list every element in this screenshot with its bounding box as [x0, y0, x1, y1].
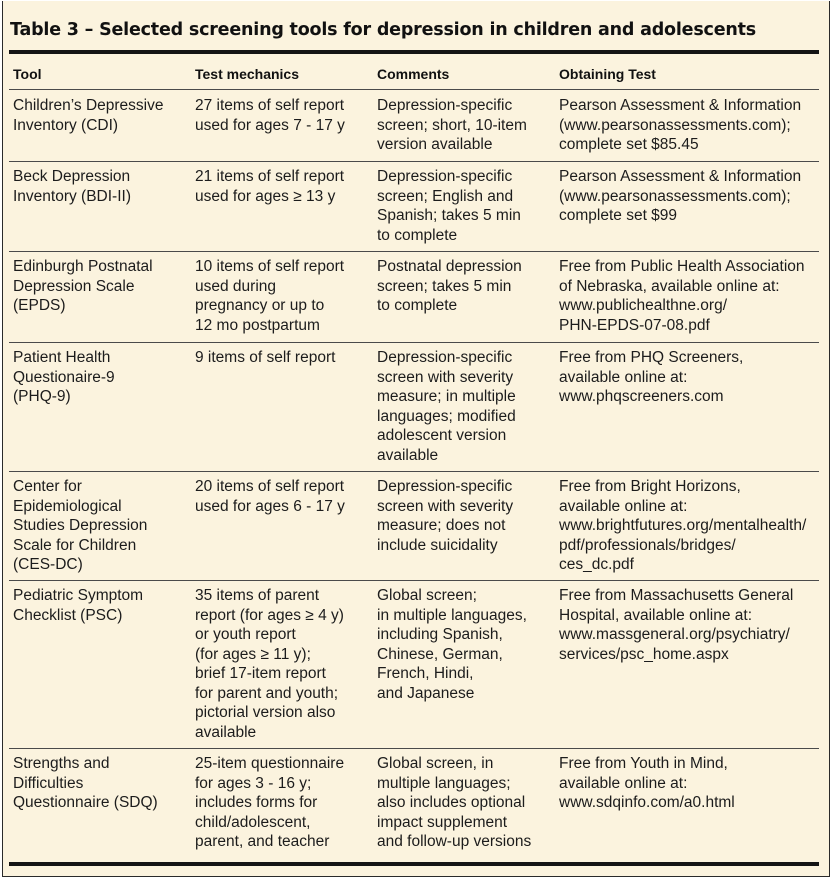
cell-comments	[377, 477, 513, 555]
cell-line: available	[195, 723, 257, 741]
cell-line: available	[377, 446, 439, 464]
cell-line: also includes optional	[377, 794, 526, 811]
cell-line: Depression Scale	[13, 277, 135, 295]
row-divider	[9, 580, 819, 581]
cell-line: Pearson Assessment & Information	[559, 97, 802, 114]
cell-tool	[13, 348, 115, 407]
cell-test-mechanics	[195, 477, 345, 516]
cell-line: used during	[195, 277, 277, 295]
cell-line: Hospital, available online at:	[559, 606, 753, 624]
header-test-mechanics: Test mechanics	[195, 66, 300, 82]
cell-obtaining-test	[559, 754, 735, 813]
top-edge	[0, 0, 833, 1]
cell-line: available online at:	[559, 368, 688, 386]
cell-line: www.publichealthne.org/	[559, 297, 728, 314]
cell-line: adolescent version	[377, 427, 507, 444]
cell-line: complete set $99	[559, 207, 678, 224]
cell-line: available online at:	[559, 774, 688, 792]
cell-line: version available	[377, 136, 493, 153]
header-rule	[9, 89, 819, 90]
cell-line: Depression-specific	[377, 349, 513, 366]
cell-line: pictorial version also	[195, 704, 336, 721]
cell-line: French, Hindi,	[377, 665, 474, 682]
header-comments: Comments	[377, 66, 450, 82]
row-divider	[9, 342, 819, 343]
cell-line: pdf/professionals/bridges/	[559, 536, 736, 554]
cell-line: Free from Massachusetts General	[559, 587, 794, 604]
cell-line: include suicidality	[377, 536, 498, 554]
cell-line: screen; takes 5 min	[377, 277, 512, 295]
cell-line: Beck Depression	[13, 168, 131, 185]
cell-line: 27 items of self report	[195, 97, 345, 114]
cell-obtaining-test	[559, 348, 743, 407]
cell-line: 35 items of parent	[195, 587, 320, 604]
cell-line: Chinese, German,	[377, 645, 503, 663]
cell-line: www.sdqinfo.com/a0.html	[559, 794, 735, 811]
cell-line: Depression-specific	[377, 97, 513, 114]
cell-comments	[377, 167, 521, 245]
cell-line: parent, and teacher	[195, 833, 330, 850]
cell-test-mechanics	[195, 167, 344, 206]
cell-tool	[13, 754, 158, 813]
cell-line: www.massgeneral.org/psychiatry/	[559, 626, 790, 643]
cell-line: for parent and youth;	[195, 684, 339, 702]
cell-line: screen with severity	[377, 497, 514, 515]
cell-line: Postnatal depression	[377, 258, 522, 275]
cell-line: (EPDS)	[13, 297, 66, 314]
cell-line: to complete	[377, 297, 458, 314]
cell-line: 25-item questionnaire	[195, 755, 345, 772]
cell-line: Inventory (CDI)	[13, 116, 119, 134]
cell-test-mechanics	[195, 586, 344, 742]
cell-line: to complete	[377, 226, 458, 244]
cell-line: Questionaire-9	[13, 368, 115, 386]
cell-line: brief 17-item report	[195, 665, 326, 682]
row-divider	[9, 471, 819, 472]
cell-line: report (for ages ≥ 4 y)	[195, 606, 344, 624]
cell-line: including Spanish,	[377, 626, 503, 643]
cell-line: used for ages 7 - 17 y	[195, 116, 345, 134]
cell-line: Inventory (BDI-II)	[13, 187, 131, 205]
cell-line: screen; English and	[377, 187, 514, 205]
cell-line: 10 items of self report	[195, 258, 345, 275]
cell-line: Strengths and	[13, 755, 110, 772]
cell-comments	[377, 257, 522, 316]
cell-line: ces_dc.pdf	[559, 556, 634, 573]
cell-line: languages; modified	[377, 407, 516, 425]
cell-line: for ages 3 - 16 y;	[195, 774, 312, 792]
cell-test-mechanics	[195, 348, 335, 368]
cell-line: Global screen;	[377, 587, 477, 604]
cell-line: includes forms for	[195, 794, 318, 811]
cell-obtaining-test	[559, 586, 793, 664]
cell-line: services/psc_home.aspx	[559, 645, 729, 663]
cell-line: Center for	[13, 478, 82, 495]
cell-line: (CES-DC)	[13, 556, 83, 573]
cell-tool	[13, 477, 147, 575]
cell-line: Spanish; takes 5 min	[377, 207, 521, 224]
row-divider	[9, 748, 819, 749]
cell-line: Free from Bright Horizons,	[559, 478, 741, 495]
header-tool: Tool	[13, 66, 42, 82]
cell-line: screen with severity	[377, 368, 514, 386]
cell-line: in multiple languages,	[377, 606, 527, 624]
cell-line: screen; short, 10-item	[377, 116, 527, 134]
cell-line: Pearson Assessment & Information	[559, 168, 802, 185]
cell-test-mechanics	[195, 754, 344, 852]
cell-obtaining-test	[559, 477, 806, 575]
cell-line: PHN-EPDS-07-08.pdf	[559, 316, 710, 334]
cell-obtaining-test	[559, 96, 801, 155]
cell-obtaining-test	[559, 257, 805, 335]
cell-line: of Nebraska, available online at:	[559, 277, 780, 295]
cell-line: and follow-up versions	[377, 833, 532, 850]
cell-line: Pediatric Symptom	[13, 587, 144, 604]
cell-line: Epidemiological	[13, 497, 122, 515]
cell-line: Checklist (PSC)	[13, 606, 123, 624]
cell-line: impact supplement	[377, 813, 508, 831]
cell-line: Patient Health	[13, 349, 111, 366]
cell-line: 20 items of self report	[195, 478, 345, 495]
table-title: Table 3 – Selected screening tools for depression in children and adolescents	[10, 20, 757, 40]
cell-comments	[377, 586, 527, 703]
cell-line: 21 items of self report	[195, 168, 345, 185]
cell-line: Depression-specific	[377, 168, 513, 185]
cell-obtaining-test	[559, 167, 801, 226]
cell-line: measure; does not	[377, 517, 506, 534]
row-divider	[9, 251, 819, 252]
cell-line: available online at:	[559, 497, 688, 515]
cell-line: and Japanese	[377, 684, 475, 702]
cell-line: Global screen, in	[377, 755, 494, 772]
cell-tool	[13, 586, 143, 625]
cell-line: 12 mo postpartum	[195, 316, 320, 334]
cell-line: Difficulties	[13, 774, 84, 792]
cell-line: measure; in multiple	[377, 388, 516, 405]
cell-line: or youth report	[195, 626, 296, 643]
cell-line: Scale for Children	[13, 536, 137, 554]
bottom-rule	[9, 862, 819, 866]
cell-line: (for ages ≥ 11 y);	[195, 645, 311, 663]
cell-comments	[377, 96, 527, 155]
cell-line: www.brightfutures.org/mentalhealth/	[559, 517, 807, 534]
cell-line: used for ages 6 - 17 y	[195, 497, 345, 515]
cell-test-mechanics	[195, 96, 345, 135]
cell-line: Free from Public Health Association	[559, 258, 805, 275]
cell-tool	[13, 167, 131, 206]
cell-comments	[377, 348, 516, 465]
cell-line: Free from PHQ Screeners,	[559, 349, 744, 366]
cell-line: child/adolescent,	[195, 813, 311, 831]
cell-tool	[13, 96, 163, 135]
cell-test-mechanics	[195, 257, 344, 335]
cell-line: Questionnaire (SDQ)	[13, 794, 158, 811]
cell-comments	[377, 754, 531, 852]
row-divider	[9, 161, 819, 162]
cell-line: complete set $85.45	[559, 136, 699, 153]
cell-tool	[13, 257, 153, 316]
cell-line: multiple languages;	[377, 774, 511, 792]
cell-line: Studies Depression	[13, 517, 148, 534]
cell-line: Depression-specific	[377, 478, 513, 495]
cell-line: (www.pearsonassessments.com);	[559, 187, 791, 205]
cell-line: pregnancy or up to	[195, 297, 325, 314]
title-rule	[9, 50, 819, 54]
cell-line: (PHQ-9)	[13, 388, 71, 405]
cell-line: Free from Youth in Mind,	[559, 755, 728, 772]
cell-line: 9 items of self report	[195, 349, 336, 366]
cell-line: used for ages ≥ 13 y	[195, 187, 336, 205]
cell-line: www.phqscreeners.com	[559, 388, 724, 405]
header-obtaining-test: Obtaining Test	[559, 66, 656, 82]
cell-line: Edinburgh Postnatal	[13, 258, 153, 275]
cell-line: (www.pearsonassessments.com);	[559, 116, 791, 134]
cell-line: Children’s Depressive	[13, 97, 164, 114]
